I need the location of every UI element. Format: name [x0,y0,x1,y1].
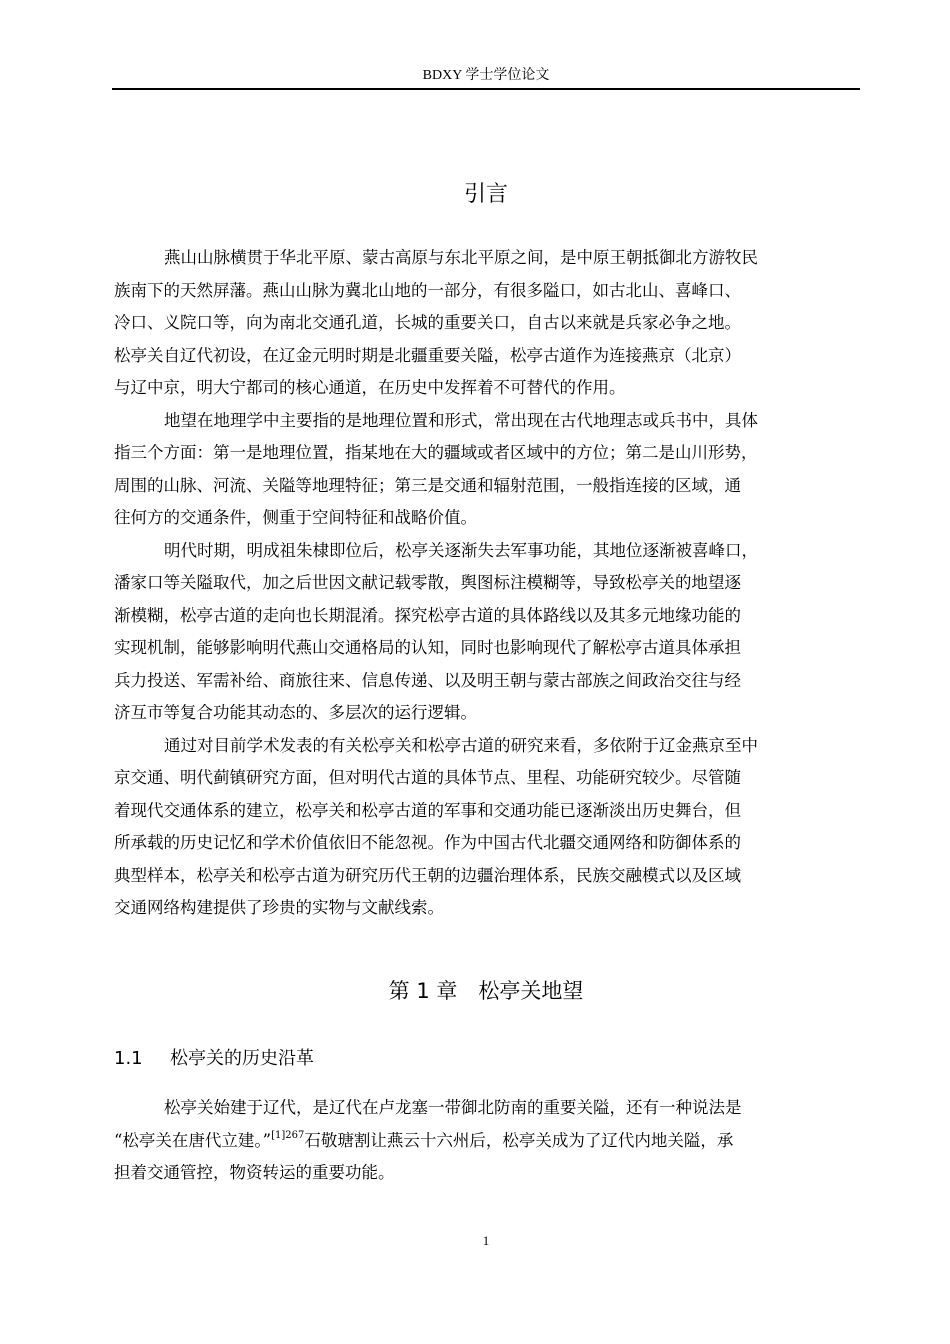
text-line: 明代时期，明成祖朱棣即位后，松亭关逐渐失去军事功能，其地位逐渐被喜峰口， [164,540,758,560]
intro-paragraph-1 [114,242,860,405]
text-line: 京交通、明代蓟镇研究方面，但对明代古道的具体节点、里程、功能研究较少。尽管随 [114,768,741,787]
text-line: 着现代交通体系的建立，松亭关和松亭古道的军事和交通功能已逐渐淡出历史舞台，但 [114,800,741,820]
header-rule [112,88,860,90]
text-line: 周围的山脉、河流、关隘等地理特征；第三是交通和辐射范围，一般指连接的区域，通 [114,475,741,495]
text-line: 潘家口等关隘取代，加之后世因文献记载零散，舆图标注模糊等，导致松亭关的地望逐 [114,573,741,592]
quoted-text: “松亭关在唐代立建。” [114,1130,272,1150]
text-line: 渐模糊，松亭古道的走向也长期混淆。探究松亭古道的具体路线以及其多元地缘功能的 [114,605,741,625]
text-span: 石敬瑭割让燕云十六州后，松亭关成为了辽代内地关隘，承 [304,1130,734,1150]
text-line [114,1125,860,1158]
section-paragraph-1 [114,1092,860,1190]
text-line: 族南下的天然屏藩。燕山山脉为冀北山地的一部分，有很多隘口，如古北山、喜峰口、 [114,280,741,300]
subsection-title: 松亭关的历史沿革 [170,1048,314,1069]
text-line: 担着交通管控，物资转运的重要功能。 [114,1163,395,1182]
page-number: 1 [482,1233,490,1248]
text-line: 所承载的历史记忆和学术价值依旧不能忽视。作为中国古代北疆交通网络和防御体系的 [114,833,741,852]
text-line: 实现机制，能够影响明代燕山交通格局的认知，同时也影响现代了解松亭古道具体承担 [114,638,741,657]
text-line: 松亭关始建于辽代，是辽代在卢龙塞一带御北防南的重要关隘，还有一种说法是 [164,1098,742,1117]
running-header: BDXY 学士学位论文 [422,68,550,83]
text-line: 指三个方面：第一是地理位置，指某地在大的疆域或者区域中的方位；第二是山川形势， [114,443,758,462]
text-line: 通过对目前学术发表的有关松亭关和松亭古道的研究来看，多依附于辽金燕京至中 [164,735,758,755]
intro-title: 引言 [463,182,508,207]
text-line: 济互市等复合功能其动态的、多层次的运行逻辑。 [114,703,477,722]
subsection-number: 1.1 [114,1048,143,1069]
intro-paragraph-2 [114,405,860,535]
text-line: 燕山山脉横贯于华北平原、蒙古高原与东北平原之间，是中原王朝抵御北方游牧民 [164,248,758,267]
text-line: 兵力投送、军需补给、商旅往来、信息传递、以及明王朝与蒙古部族之间政治交往与经 [114,670,741,690]
text-line: 松亭关自辽代初设，在辽金元明时期是北疆重要关隘，松亭古道作为连接燕京（北京） [114,345,741,365]
citation-superscript: [1]267 [271,1129,305,1141]
subsection-heading [114,1046,314,1072]
chapter-title: 第 1 章 松亭关地望 [388,979,584,1003]
text-line: 地望在地理学中主要指的是地理位置和形式，常出现在古代地理志或兵书中，具体 [164,410,758,430]
text-line: 交通网络构建提供了珍贵的实物与文献线索。 [114,898,444,917]
text-line: 冷口、义院口等，向为南北交通孔道，长城的重要关口，自古以来就是兵家必争之地。 [114,313,741,332]
intro-paragraph-3 [114,535,860,730]
text-line: 往何方的交通条件，侧重于空间特征和战略价值。 [114,508,477,527]
intro-paragraph-4 [114,730,860,925]
text-line: 与辽中京，明大宁都司的核心通道，在历史中发挥着不可替代的作用。 [114,378,626,397]
text-line: 典型样本，松亭关和松亭古道为研究历代王朝的边疆治理体系，民族交融模式以及区域 [114,865,741,885]
